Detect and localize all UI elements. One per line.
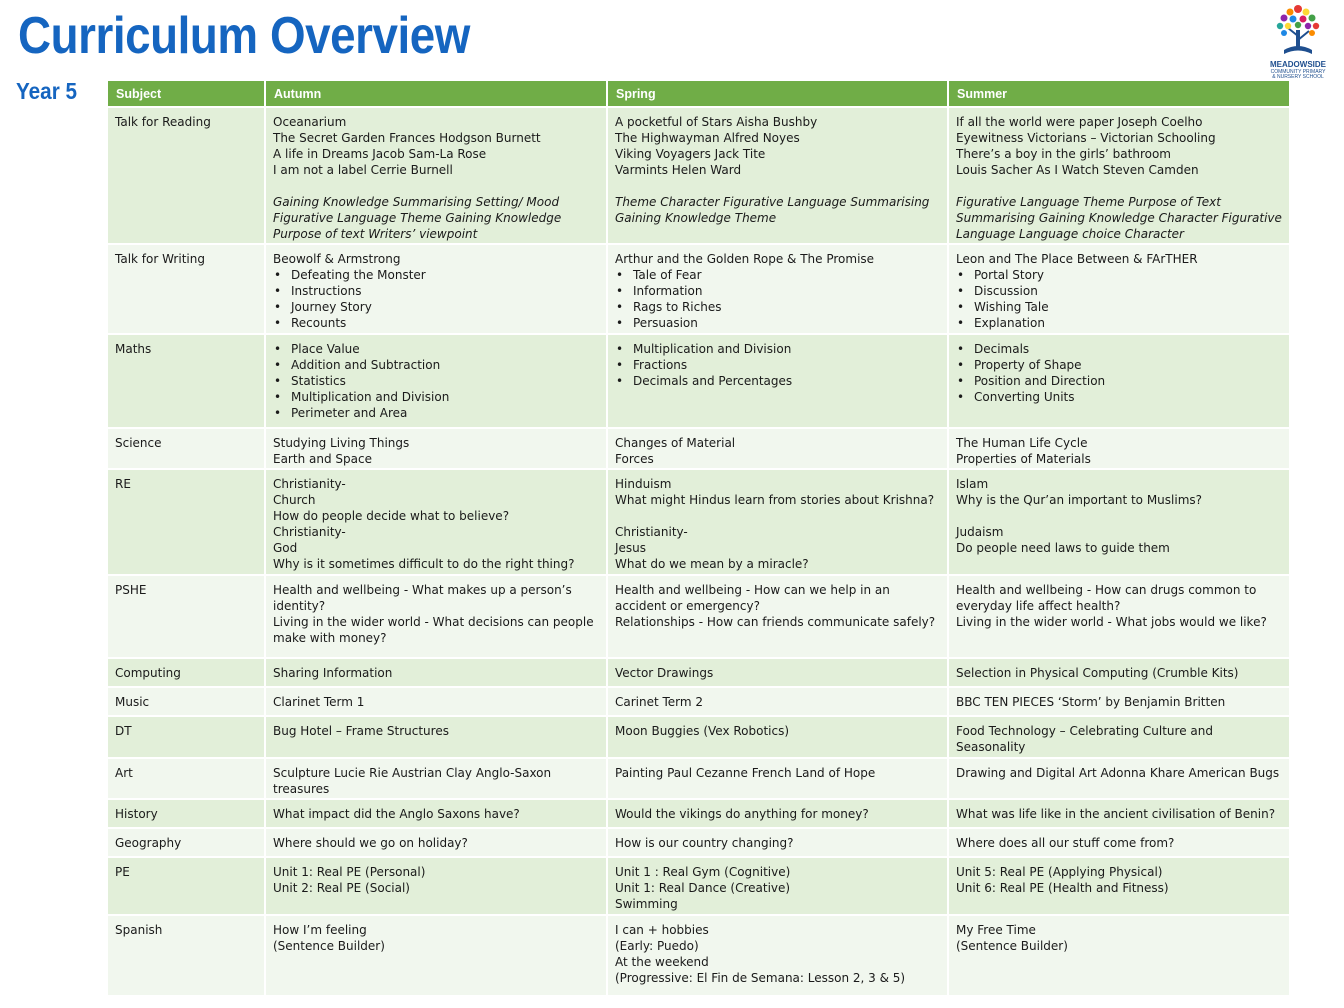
table-header-row (108, 81, 1289, 107)
bullet-item: • Multiplication and Division (633, 341, 940, 357)
summer-cell (948, 799, 1289, 828)
cell-line: Sculpture Lucie Rie Austrian Clay Anglo-Saxon (273, 766, 552, 780)
cell-line: There’s a boy in the girls’ bathroom (956, 147, 1171, 161)
column-header-summer: Summer (948, 81, 1289, 107)
bullet-list (273, 267, 599, 331)
subject-cell (108, 107, 265, 244)
spring-cell (607, 107, 948, 244)
table-row (108, 469, 1289, 575)
cell-line: Christianity- (615, 525, 688, 539)
table-row (108, 687, 1289, 716)
cell-line: Forces (615, 452, 654, 466)
autumn-cell (265, 107, 607, 244)
cell-line: Church (273, 493, 316, 507)
cell-line: Studying Living Things (273, 436, 410, 450)
cell-line: Jesus (615, 541, 647, 555)
subject-name: Talk for Writing (115, 252, 205, 266)
subject-cell (108, 799, 265, 828)
table-row (108, 244, 1289, 334)
table-row (108, 658, 1289, 687)
table-row (108, 716, 1289, 758)
cell-line: Unit 1: Real PE (Personal) (273, 865, 426, 879)
cell-line: Christianity- (273, 477, 346, 491)
cell-line: (Sentence Builder) (956, 939, 1068, 953)
bullet-item: • Explanation (974, 315, 1282, 331)
cell-line: Unit 1: Real Dance (Creative) (615, 881, 791, 895)
cell-line: (Early: Puedo) (615, 939, 699, 953)
bullet-item: • Rags to Riches (633, 299, 940, 315)
curriculum-table (108, 81, 1289, 997)
bullet-item: • Converting Units (974, 389, 1282, 405)
cell-line: Painting Paul Cezanne French Land of Hope (615, 766, 876, 780)
table-row (108, 107, 1289, 244)
blank-line (615, 178, 940, 194)
cell-line: How do people decide what to believe? (273, 509, 510, 523)
subject-name: Computing (115, 666, 181, 680)
autumn-cell (265, 716, 607, 758)
spring-cell (607, 428, 948, 469)
cell-line: Why is it sometimes difficult to do the right thing? (273, 557, 575, 571)
cell-line: How I’m feeling (273, 923, 367, 937)
spring-cell (607, 244, 948, 334)
cell-line: Judaism (956, 525, 1004, 539)
cell-line: Health and wellbeing - How can drugs common to (956, 583, 1257, 597)
cell-line: My Free Time (956, 923, 1036, 937)
cell-line: Properties of Materials (956, 452, 1091, 466)
cell-line: Clarinet Term 1 (273, 695, 365, 709)
cell-line: God (273, 541, 298, 555)
school-logo (1262, 2, 1334, 80)
summer-cell (948, 428, 1289, 469)
blank-line (956, 508, 1282, 524)
summer-cell (948, 658, 1289, 687)
cell-line: Varmints Helen Ward (615, 163, 742, 177)
bullet-item: • Recounts (291, 315, 599, 331)
subject-cell (108, 428, 265, 469)
cell-line: Eyewitness Victorians – Victorian Schooling (956, 131, 1216, 145)
cell-line: Moon Buggies (Vex Robotics) (615, 724, 790, 738)
autumn-cell (265, 244, 607, 334)
cell-line: Islam (956, 477, 989, 491)
subject-name: PE (115, 865, 130, 879)
bullet-item: • Persuasion (633, 315, 940, 331)
bullet-item: • Multiplication and Division (291, 389, 599, 405)
focus-line: Language Language choice Character (956, 227, 1184, 241)
spring-cell (607, 915, 948, 996)
subject-cell (108, 575, 265, 658)
focus-line: Gaining Knowledge Summarising Setting/ Mood (273, 195, 560, 209)
bullet-item: • Portal Story (974, 267, 1282, 283)
subject-name: PSHE (115, 583, 147, 597)
cell-line: I can + hobbies (615, 923, 709, 937)
bullet-item: • Tale of Fear (633, 267, 940, 283)
cell-line: Unit 5: Real PE (Applying Physical) (956, 865, 1163, 879)
bullet-item: • Defeating the Monster (291, 267, 599, 283)
column-header-autumn: Autumn (265, 81, 607, 107)
cell-line: Carinet Term 2 (615, 695, 704, 709)
autumn-cell (265, 428, 607, 469)
cell-line: Health and wellbeing - How can we help in an (615, 583, 890, 597)
spring-cell (607, 758, 948, 799)
summer-cell (948, 857, 1289, 915)
autumn-cell (265, 758, 607, 799)
cell-line: Where should we go on holiday? (273, 836, 468, 850)
cell-line: The Highwayman Alfred Noyes (615, 131, 800, 145)
year-label: Year 5 (16, 78, 78, 104)
summer-cell (948, 687, 1289, 716)
cell-line: A pocketful of Stars Aisha Bushby (615, 115, 818, 129)
summer-cell (948, 107, 1289, 244)
subject-cell (108, 758, 265, 799)
cell-line: Seasonality (956, 740, 1026, 754)
autumn-cell (265, 857, 607, 915)
subject-cell (108, 244, 265, 334)
subject-cell (108, 687, 265, 716)
cell-line: I am not a label Cerrie Burnell (273, 163, 453, 177)
cell-line: Louis Sacher As I Watch Steven Camden (956, 163, 1199, 177)
cell-line: The Human Life Cycle (956, 436, 1088, 450)
bullet-item: • Statistics (291, 373, 599, 389)
table-row (108, 428, 1289, 469)
cell-line: Sharing Information (273, 666, 393, 680)
summer-cell (948, 244, 1289, 334)
cell-line: Drawing and Digital Art Adonna Khare American Bugs (956, 766, 1280, 780)
spring-cell (607, 687, 948, 716)
bullet-list (956, 267, 1282, 331)
focus-line: Figurative Language Theme Purpose of Text (956, 195, 1221, 209)
bullet-item: • Place Value (291, 341, 599, 357)
cell-line: Food Technology – Celebrating Culture and (956, 724, 1213, 738)
autumn-cell (265, 658, 607, 687)
subject-name: History (115, 807, 158, 821)
cell-line: Earth and Space (273, 452, 372, 466)
cell-line: everyday life affect health? (956, 599, 1121, 613)
focus-line: Figurative Language Theme Gaining Knowledge (273, 211, 562, 225)
cell-line: identity? (273, 599, 326, 613)
autumn-cell (265, 575, 607, 658)
cell-line: Living in the wider world - What decisions can people (273, 615, 594, 629)
bullet-item: • Journey Story (291, 299, 599, 315)
subject-cell (108, 469, 265, 575)
spring-cell (607, 857, 948, 915)
autumn-cell (265, 915, 607, 996)
autumn-cell (265, 334, 607, 428)
summer-cell (948, 575, 1289, 658)
spring-cell (607, 469, 948, 575)
bullet-item: • Perimeter and Area (291, 405, 599, 421)
focus-line: Summarising Gaining Knowledge Character Figurative (956, 211, 1282, 225)
bullet-item: • Decimals and Percentages (633, 373, 940, 389)
autumn-cell (265, 799, 607, 828)
cell-line: Unit 6: Real PE (Health and Fitness) (956, 881, 1169, 895)
table-row (108, 828, 1289, 857)
logo-subtitle-1: COMMUNITY PRIMARY (1270, 69, 1326, 75)
table-row (108, 799, 1289, 828)
bullet-list (956, 341, 1282, 405)
subject-cell (108, 716, 265, 758)
focus-line: Gaining Knowledge Theme (615, 211, 777, 225)
cell-line: A life in Dreams Jacob Sam-La Rose (273, 147, 487, 161)
cell-line: Why is the Qur’an important to Muslims? (956, 493, 1203, 507)
cell-line: Health and wellbeing - What makes up a person’s (273, 583, 572, 597)
focus-line: Theme Character Figurative Language Summarising (615, 195, 930, 209)
table-row (108, 758, 1289, 799)
cell-line: BBC TEN PIECES ‘Storm’ by Benjamin Britten (956, 695, 1226, 709)
cell-line: (Sentence Builder) (273, 939, 385, 953)
subject-name: Maths (115, 342, 152, 356)
cell-line: If all the world were paper Joseph Coelho (956, 115, 1203, 129)
cell-line: What impact did the Anglo Saxons have? (273, 807, 520, 821)
bullet-item: • Fractions (633, 357, 940, 373)
cell-line: What might Hindus learn from stories about Krishna? (615, 493, 935, 507)
subject-cell (108, 915, 265, 996)
cell-line: accident or emergency? (615, 599, 760, 613)
subject-name: Geography (115, 836, 182, 850)
table-row (108, 575, 1289, 658)
cell-line: What do we mean by a miracle? (615, 557, 809, 571)
cell-line: Oceanarium (273, 115, 347, 129)
summer-cell (948, 915, 1289, 996)
focus-line: Purpose of text Writers’ viewpoint (273, 227, 478, 241)
cell-line: Unit 1 : Real Gym (Cognitive) (615, 865, 791, 879)
bullet-item: • Property of Shape (974, 357, 1282, 373)
bullet-item: • Discussion (974, 283, 1282, 299)
cell-line: Selection in Physical Computing (Crumble Kits) (956, 666, 1239, 680)
subject-name: RE (115, 477, 131, 491)
cell-line: The Secret Garden Frances Hodgson Burnett (273, 131, 541, 145)
spring-cell (607, 334, 948, 428)
page-title: Curriculum Overview (18, 7, 470, 65)
subject-name: Art (115, 766, 133, 780)
summer-cell (948, 828, 1289, 857)
spring-cell (607, 799, 948, 828)
subject-name: Music (115, 695, 150, 709)
spring-cell (607, 658, 948, 687)
subject-name: Science (115, 436, 162, 450)
bullet-item: • Position and Direction (974, 373, 1282, 389)
summer-cell (948, 469, 1289, 575)
bullet-item: • Instructions (291, 283, 599, 299)
logo-subtitle-2: & NURSERY SCHOOL (1272, 74, 1324, 80)
spring-cell (607, 575, 948, 658)
cell-line: treasures (273, 782, 330, 796)
cell-line: (Progressive: El Fin de Semana: Lesson 2, 3 & 5) (615, 971, 906, 985)
blank-line (956, 178, 1282, 194)
cell-line: Unit 2: Real PE (Social) (273, 881, 410, 895)
spring-cell (607, 828, 948, 857)
cell-line: Do people need laws to guide them (956, 541, 1170, 555)
autumn-cell (265, 469, 607, 575)
blank-line (615, 508, 940, 524)
bullet-item: • Addition and Subtraction (291, 357, 599, 373)
subject-cell (108, 857, 265, 915)
cell-line: Arthur and the Golden Rope & The Promise (615, 252, 875, 266)
cell-line: Would the vikings do anything for money? (615, 807, 869, 821)
cell-line: Christianity- (273, 525, 346, 539)
subject-name: Talk for Reading (115, 115, 211, 129)
bullet-item: • Decimals (974, 341, 1282, 357)
bullet-item: • Information (633, 283, 940, 299)
cell-line: Swimming (615, 897, 678, 911)
summer-cell (948, 716, 1289, 758)
bullet-list (273, 341, 599, 421)
cell-line: How is our country changing? (615, 836, 794, 850)
cell-line: Beowolf & Armstrong (273, 252, 401, 266)
bullet-list (615, 341, 940, 389)
cell-line: Relationships - How can friends communicate safely? (615, 615, 936, 629)
cell-line: What was life like in the ancient civilisation of Benin? (956, 807, 1276, 821)
table-row (108, 915, 1289, 996)
bullet-item: • Wishing Tale (974, 299, 1282, 315)
spring-cell (607, 716, 948, 758)
cell-line: Hinduism (615, 477, 672, 491)
cell-line: Changes of Material (615, 436, 736, 450)
summer-cell (948, 334, 1289, 428)
subject-cell (108, 828, 265, 857)
column-header-subject: Subject (108, 81, 265, 107)
table-row (108, 857, 1289, 915)
cell-line: Living in the wider world - What jobs would we like? (956, 615, 1267, 629)
summer-cell (948, 758, 1289, 799)
blank-line (273, 178, 599, 194)
subject-name: DT (115, 724, 132, 738)
subject-name: Spanish (115, 923, 163, 937)
cell-line: Vector Drawings (615, 666, 714, 680)
tree-logo-icon (1262, 2, 1334, 60)
cell-line: Leon and The Place Between & FArTHER (956, 252, 1198, 266)
bullet-list (615, 267, 940, 331)
autumn-cell (265, 828, 607, 857)
cell-line: Viking Voyagers Jack Tite (615, 147, 766, 161)
autumn-cell (265, 687, 607, 716)
cell-line: make with money? (273, 631, 387, 645)
cell-line: Bug Hotel – Frame Structures (273, 724, 449, 738)
column-header-spring: Spring (607, 81, 948, 107)
cell-line: Where does all our stuff come from? (956, 836, 1175, 850)
subject-cell (108, 658, 265, 687)
table-row (108, 334, 1289, 428)
cell-line: At the weekend (615, 955, 709, 969)
logo-name: MEADOWSIDE (1270, 60, 1326, 69)
subject-cell (108, 334, 265, 428)
